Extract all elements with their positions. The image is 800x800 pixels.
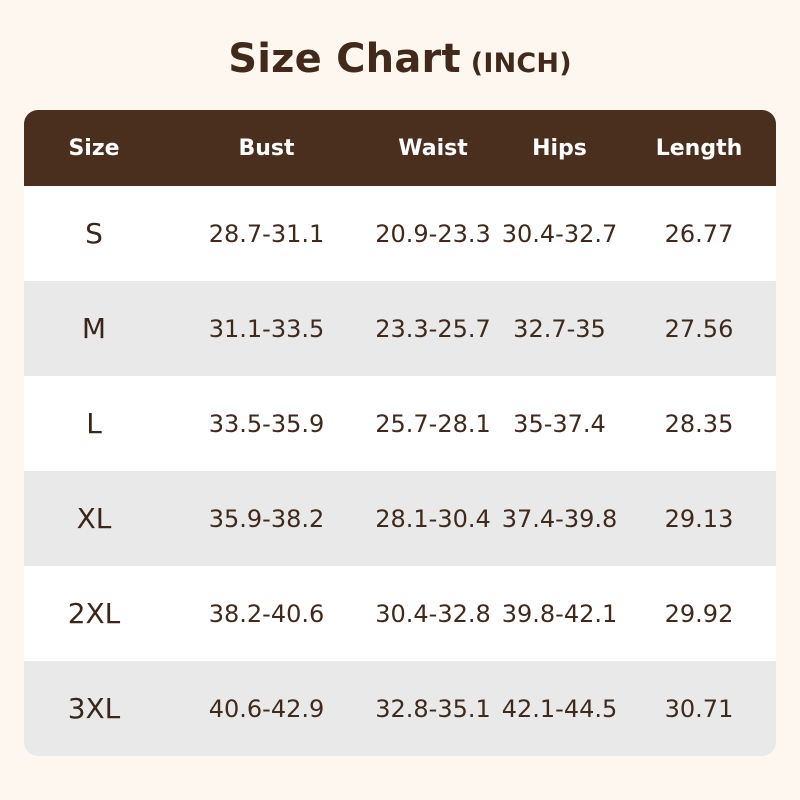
- column-header-length: Length: [622, 110, 776, 186]
- cell-length: 29.92: [622, 566, 776, 661]
- table-header: [24, 110, 776, 186]
- table-body: [24, 186, 776, 756]
- column-header-bust: Bust: [164, 110, 369, 186]
- cell-size: M: [24, 281, 164, 376]
- cell-length: 27.56: [622, 281, 776, 376]
- cell-bust: 40.6-42.9: [164, 661, 369, 756]
- cell-length: 28.35: [622, 376, 776, 471]
- table-row: [24, 661, 776, 756]
- cell-waist: 23.3-25.7: [369, 281, 497, 376]
- table-row: [24, 186, 776, 281]
- cell-waist: 28.1-30.4: [369, 471, 497, 566]
- table-row: [24, 566, 776, 661]
- size-chart-table-card: [24, 110, 776, 756]
- cell-waist: 25.7-28.1: [369, 376, 497, 471]
- page-title-text: Size Chart: [228, 36, 461, 82]
- column-header-hips: Hips: [497, 110, 622, 186]
- cell-bust: 35.9-38.2: [164, 471, 369, 566]
- cell-length: 30.71: [622, 661, 776, 756]
- cell-bust: 33.5-35.9: [164, 376, 369, 471]
- cell-hips: 37.4-39.8: [497, 471, 622, 566]
- table-row: [24, 376, 776, 471]
- cell-waist: 20.9-23.3: [369, 186, 497, 281]
- cell-bust: 31.1-33.5: [164, 281, 369, 376]
- cell-hips: 35-37.4: [497, 376, 622, 471]
- table-row: [24, 471, 776, 566]
- cell-hips: 32.7-35: [497, 281, 622, 376]
- cell-size: 3XL: [24, 661, 164, 756]
- cell-size: S: [24, 186, 164, 281]
- table-header-row: [24, 110, 776, 186]
- cell-bust: 28.7-31.1: [164, 186, 369, 281]
- cell-size: XL: [24, 471, 164, 566]
- cell-bust: 38.2-40.6: [164, 566, 369, 661]
- cell-hips: 42.1-44.5: [497, 661, 622, 756]
- cell-length: 26.77: [622, 186, 776, 281]
- page-title-unit: (INCH): [470, 48, 572, 79]
- column-header-size: Size: [24, 110, 164, 186]
- cell-hips: 39.8-42.1: [497, 566, 622, 661]
- cell-size: 2XL: [24, 566, 164, 661]
- cell-size: L: [24, 376, 164, 471]
- cell-hips: 30.4-32.7: [497, 186, 622, 281]
- table-row: [24, 281, 776, 376]
- column-header-waist: Waist: [369, 110, 497, 186]
- cell-waist: 30.4-32.8: [369, 566, 497, 661]
- cell-length: 29.13: [622, 471, 776, 566]
- page-title: [228, 36, 571, 82]
- size-chart-table: [24, 110, 776, 756]
- cell-waist: 32.8-35.1: [369, 661, 497, 756]
